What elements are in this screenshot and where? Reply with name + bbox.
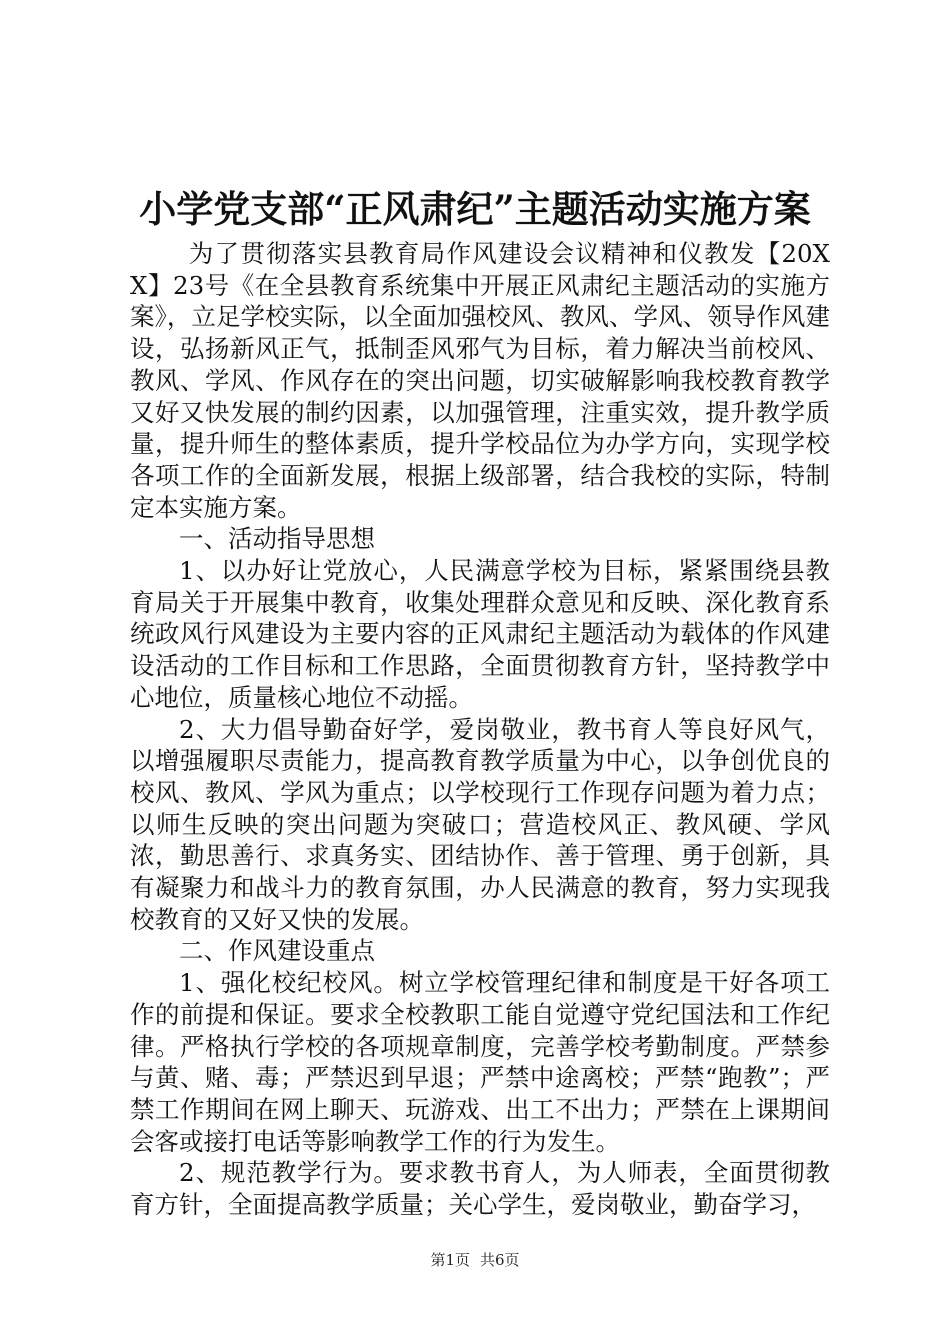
page-total: 共6页: [480, 1251, 520, 1269]
body-paragraph: 1、以办好让党放心，人民满意学校为目标，紧紧围绕县教育局关于开展集中教育，收集处理群众意见和反映、深化教育系统政风行风建设为主要内容的正风肃纪主题活动为载体的作风建设活动的工作目标和工作思路，全面贯彻教育方针，坚持教学中心地位，质量核心地位不动摇。: [130, 556, 830, 712]
document-title: 小学党支部“正风肃纪”主题活动实施方案: [139, 187, 811, 231]
body-paragraph: 1、强化校纪校风。树立学校管理纪律和制度是干好各项工作的前提和保证。要求全校教职工能自觉遵守党纪国法和工作纪律。严格执行学校的各项规章制度，完善学校考勤制度。严禁参与黄、赌、毒；严禁迟到早退；严禁中途离校；严禁“跑教”；严禁工作期间在网上聊天、玩游戏、出工不出力；严禁在上课期间会客或接打电话等影响教学工作的行为发生。: [130, 968, 830, 1156]
section-heading-style-focus: 二、作风建设重点: [179, 936, 375, 966]
page-number: 第1页: [430, 1251, 470, 1269]
body-paragraph: 2、大力倡导勤奋好学，爱岗敬业，教书育人等良好风气，以增强履职尽责能力，提高教育教学质量为中心，以争创优良的校风、教风、学风为重点；以学校现行工作现存问题为着力点；以师生反映的突出问题为突破口；营造校风正、教风硬、学风浓，勤思善行、求真务实、团结协作、善于管理、勇于创新，具有凝聚力和战斗力的教育氛围，办人民满意的教育，努力实现我校教育的又好又快的发展。: [130, 714, 830, 934]
section-heading-guiding-ideology: 一、活动指导思想: [179, 524, 375, 554]
body-paragraph: 2、规范教学行为。要求教书育人，为人师表，全面贯彻教育方针，全面提高教学质量；关心学生，爱岗敬业，勤奋学习，: [130, 1158, 830, 1220]
page-footer: [0, 1250, 950, 1270]
intro-paragraph: 为了贯彻落实县教育局作风建设会议精神和仪教发【20XX】23号《在全县教育系统集中开展正风肃纪主题活动的实施方案》，立足学校实际，以全面加强校风、教风、学风、领导作风建设，弘扬新风正气，抵制歪风邪气为目标，着力解决当前校风、教风、学风、作风存在的突出问题，切实破解影响我校教育教学又好又快发展的制约因素，以加强管理，注重实效，提升教学质量，提升师生的整体素质，提升学校品位为办学方向，实现学校各项工作的全面新发展，根据上级部署，结合我校的实际，特制定本实施方案。: [130, 239, 830, 522]
document-body: [130, 238, 830, 1221]
